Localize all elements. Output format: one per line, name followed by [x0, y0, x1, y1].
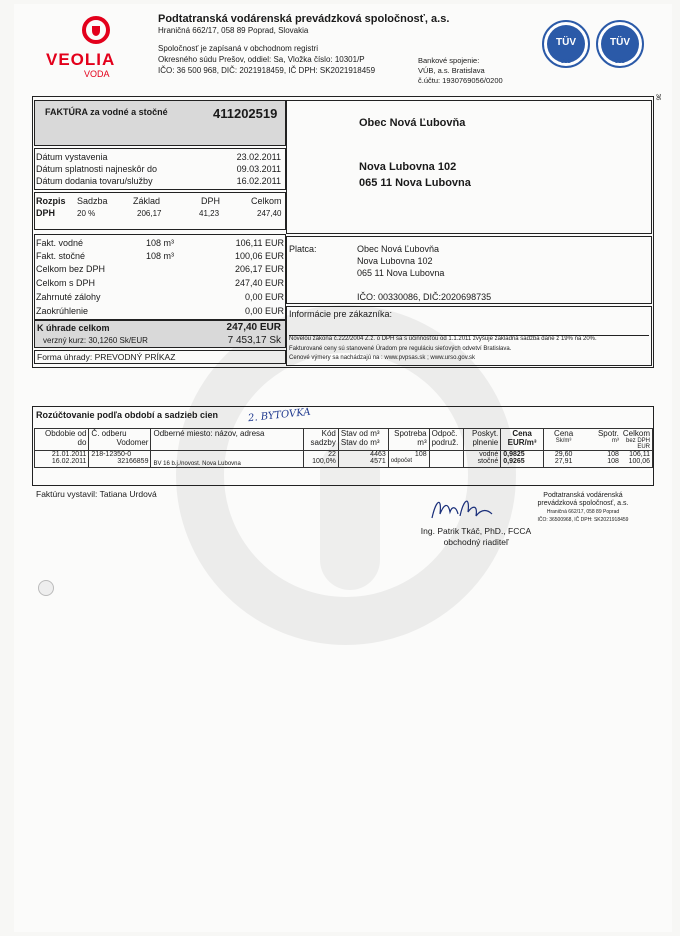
row-spotr-2: 108 — [607, 458, 619, 465]
col-spotreba-1: Spotreba — [394, 429, 427, 438]
celkom-header: Celkom — [251, 196, 282, 206]
rozpis-label: Rozpis — [36, 196, 66, 206]
celkom-value: 247,40 — [257, 209, 282, 218]
row-stav-do: 4571 — [370, 458, 386, 465]
info-line-3: Cenové výmery sa nachádzajú na : www.pvpsas.sk ; www.urso.gov.sk — [289, 355, 475, 361]
sadzba-header: Sadzba — [77, 196, 108, 206]
row-cena-eur-2: 0,9265 — [503, 458, 525, 465]
col-poskyt — [464, 429, 501, 451]
tuv-badge-2-text: TÜV — [601, 25, 639, 63]
sum-value-zalohy: 0,00 EUR — [244, 292, 284, 302]
col-spotreba — [388, 429, 429, 451]
tuv-badge-1-text: TÜV — [547, 25, 585, 63]
sum-value-zaokruhlenie: 0,00 EUR — [244, 306, 284, 316]
col-spotr — [583, 429, 621, 451]
col-cena-eur — [501, 429, 544, 451]
info-line-1: Novelou zákona č.222/2004 Z.z. o DPH sa s účinnosťou od 1.1.2011 zvyšuje základná sadzba dane z 19% na 20%. — [289, 336, 597, 342]
col-spotr-1: Spotr. — [597, 429, 619, 438]
dates-box — [34, 148, 286, 190]
col-poskyt-2: plnenie — [472, 438, 499, 447]
col-cena-sk-2: Sk/m³ — [555, 438, 572, 444]
sum-qty-stocne: 108 m³ — [146, 251, 175, 261]
col-celkom — [621, 429, 653, 451]
company-reg-1: Spoločnosť je zapísaná v obchodnom registri — [158, 44, 318, 53]
col-odber-2: Vodomer — [116, 438, 149, 447]
date-issued-value: 23.02.2011 — [236, 152, 281, 162]
row-odber-no: 218-12350-0 — [91, 451, 132, 458]
issued-by: Faktúru vystavil: Tatiana Urdová — [36, 489, 157, 499]
stamp-line-2: prevádzková spoločnosť, a.s. — [537, 500, 629, 507]
row-cena-eur-1: 0,9825 — [503, 451, 525, 458]
col-odpoc-1: Odpoč. — [431, 429, 458, 438]
invoice-title-box — [34, 100, 286, 146]
exchange-rate-label: verzný kurz: 30,1260 Sk/EUR — [43, 336, 148, 345]
col-obdobie-1: Obdobie od — [45, 429, 87, 438]
row-cena-eur — [501, 451, 544, 468]
col-spotr-2: m³ — [611, 438, 619, 444]
zaklad-value: 206,17 — [137, 209, 162, 218]
col-cena-eur-2: EUR/m³ — [507, 438, 537, 447]
sum-label-vodne: Fakt. vodné — [36, 238, 84, 248]
sum-value-vodne: 106,11 EUR — [235, 238, 284, 248]
exchange-rate-value: 7 453,17 Sk — [227, 335, 281, 346]
row-period-to: 16.02.2011 — [51, 458, 87, 465]
table-row — [35, 451, 653, 468]
sum-value-bez-dph: 206,17 EUR — [234, 264, 284, 274]
row-odpoc — [429, 451, 464, 468]
payer-ids: IČO: 00330086, DIČ:2020698735 — [357, 292, 492, 302]
tuv-badge-2-sub: SÜD — [614, 59, 626, 65]
date-delivery-label: Dátum dodania tovaru/služby — [36, 176, 153, 186]
row-cena-sk-1: 29,60 — [554, 451, 573, 458]
row-celkom-2: 100,06 — [628, 458, 650, 465]
breakdown-title: Rozúčtovanie podľa období a sadzieb cien — [36, 410, 218, 420]
handwritten-note: 2. BYTOVKA — [247, 406, 312, 425]
payer-label: Platca: — [289, 244, 317, 254]
row-plnenie-1: vodné — [479, 451, 499, 458]
row-vodomer: 32166859 — [117, 458, 149, 465]
row-odber — [89, 451, 151, 468]
dph-label: DPH — [36, 208, 56, 218]
col-obdobie-2: do — [77, 438, 87, 447]
tuv-badge-1-icon — [542, 20, 590, 68]
bank-line-3: č.účtu: 1930769056/0200 — [418, 76, 503, 85]
vat-breakdown-box — [34, 192, 286, 230]
invoice-number: 411202519 — [213, 106, 278, 121]
signer-block — [396, 526, 556, 548]
col-obdobie — [35, 429, 89, 451]
sum-label-stocne: Fakt. stočné — [36, 251, 86, 261]
payment-box — [34, 350, 286, 364]
stamp-line-3: Hraničná 662/17, 058 89 Poprad — [546, 509, 620, 515]
col-celkom-1: Celkom — [622, 429, 650, 438]
recipient-name: Obec Nová Ľubovňa — [359, 117, 466, 129]
bank-line-1: Bankové spojenie: — [418, 56, 480, 65]
signer-name: Ing. Patrik Tkáč, PhD., FCCA — [420, 526, 532, 536]
total-label: K úhrade celkom — [37, 323, 110, 333]
col-odber-1: Č. odberu — [91, 429, 127, 438]
tuv-badge-1-sub: SÜD — [560, 59, 572, 65]
col-kod — [304, 429, 339, 451]
logo-name: VEOLIA — [46, 50, 116, 69]
total-value: 247,40 EUR — [226, 322, 281, 333]
row-stav-od: 4463 — [370, 451, 386, 458]
sadzba-value: 20 % — [77, 209, 96, 218]
stamp-line-4: IČO: 36500968, IČ DPH: SK2021918459 — [537, 517, 629, 523]
sum-qty-vodne: 108 m³ — [146, 238, 175, 248]
tuv-badge-2-icon — [596, 20, 644, 68]
row-spotr — [583, 451, 621, 468]
side-mark: 36 — [654, 93, 661, 101]
veolia-logo-icon — [82, 16, 110, 44]
col-spotreba-2: m³ — [417, 438, 427, 447]
row-spotreba-value: 108 — [414, 451, 427, 458]
company-stamp — [528, 492, 638, 524]
row-period-from: 21.01.2011 — [51, 451, 87, 458]
company-address: Hraničná 662/17, 058 89 Poprad, Slovakia — [158, 26, 309, 35]
sum-value-stocne: 100,06 EUR — [234, 251, 284, 261]
company-reg-3: IČO: 36 500 968, DIČ: 2021918459, IČ DPH: SK2021918459 — [158, 66, 376, 75]
sum-value-s-dph: 247,40 EUR — [234, 278, 284, 288]
col-stav — [338, 429, 388, 451]
recipient-box — [286, 100, 652, 234]
row-celkom-1: 106,11 — [629, 451, 650, 458]
sum-label-zaokruhlenie: Zaokrúhlenie — [36, 306, 89, 316]
row-kod — [304, 451, 339, 468]
row-spotreba — [388, 451, 429, 468]
recipient-city: 065 11 Nova Lubovna — [359, 177, 471, 189]
col-kod-1: Kód — [321, 429, 336, 438]
col-stav-2: Stav do m³ — [340, 438, 380, 447]
zaklad-header: Základ — [133, 196, 161, 206]
payer-street: Nova Lubovna 102 — [357, 256, 433, 266]
col-miesto — [151, 429, 304, 451]
row-odpocet: odpočet — [390, 458, 413, 464]
row-plnenie — [464, 451, 501, 468]
col-stav-1: Stav od m³ — [340, 429, 380, 438]
logo-sub: VODA — [84, 69, 110, 79]
row-kod-1: 22 — [328, 451, 336, 458]
customer-info-box — [286, 306, 652, 366]
payer-name: Obec Nová Ľubovňa — [357, 244, 440, 254]
customer-info-label: Informácie pre zákazníka: — [289, 309, 393, 319]
col-cena-eur-1: Cena — [512, 429, 532, 438]
invoice-title: FAKTÚRA za vodné a stočné — [45, 107, 168, 117]
row-celkom — [621, 451, 653, 468]
sum-label-bez-dph: Celkom bez DPH — [36, 264, 106, 274]
signer-role: obchodný riaditeľ — [443, 537, 509, 547]
row-period — [35, 451, 89, 468]
recipient-street: Nova Lubovna 102 — [359, 161, 457, 173]
date-due-value: 09.03.2011 — [236, 164, 281, 174]
bank-line-2: VÚB, a.s. Bratislava — [418, 66, 485, 75]
col-celkom-2: bez DPH EUR — [625, 438, 650, 450]
punch-hole-icon — [38, 580, 54, 596]
dph-header: DPH — [201, 196, 221, 206]
stamp-line-1: Podtatranská vodárenská — [543, 492, 623, 499]
sum-label-zalohy: Zahrnuté zálohy — [36, 292, 101, 302]
bank-info — [418, 56, 503, 86]
col-odpoc — [429, 429, 464, 451]
col-cena-sk — [543, 429, 583, 451]
row-cena-sk — [543, 451, 583, 468]
col-poskyt-1: Poskyt. — [472, 429, 499, 438]
col-miesto-1: Odberné miesto: názov, adresa — [153, 429, 265, 438]
signature-icon — [430, 492, 494, 524]
row-spotr-1: 108 — [607, 451, 619, 458]
row-kod-2: 100,0% — [312, 458, 336, 465]
row-miesto: BV 16 b.j./novost. Nova Lubovna — [151, 451, 304, 468]
payer-city: 065 11 Nova Lubovna — [357, 268, 445, 278]
row-plnenie-2: stočné — [477, 458, 499, 465]
total-box — [34, 320, 286, 348]
row-cena-sk-2: 27,91 — [554, 458, 573, 465]
date-delivery-value: 16.02.2011 — [236, 176, 281, 186]
company-name: Podtatranská vodárenská prevádzková spoločnosť, a.s. — [158, 13, 450, 25]
date-issued-label: Dátum vystavenia — [36, 152, 108, 162]
payment-method: Forma úhrady: PREVODNÝ PRÍKAZ — [37, 352, 176, 362]
sum-label-s-dph: Celkom s DPH — [36, 278, 96, 288]
breakdown-header-row — [35, 429, 653, 451]
info-line-2: Fakturované ceny sú stanovené Úradom pre reguláciu sieťových odvetví Bratislava. — [289, 346, 512, 352]
breakdown-table — [34, 428, 653, 468]
info-divider — [289, 321, 649, 336]
company-reg-2: Okresného súdu Prešov, oddiel: Sa, Vložka číslo: 10301/P — [158, 55, 365, 64]
payer-box — [286, 236, 652, 304]
col-odpoc-2: podruž. — [431, 438, 459, 447]
dph-value: 41,23 — [199, 209, 220, 218]
row-stav — [338, 451, 388, 468]
col-kod-2: sadzby — [310, 438, 336, 447]
col-cena-sk-1: Cena — [554, 429, 574, 438]
col-odber — [89, 429, 151, 451]
date-due-label: Dátum splatnosti najneskôr do — [36, 164, 158, 174]
